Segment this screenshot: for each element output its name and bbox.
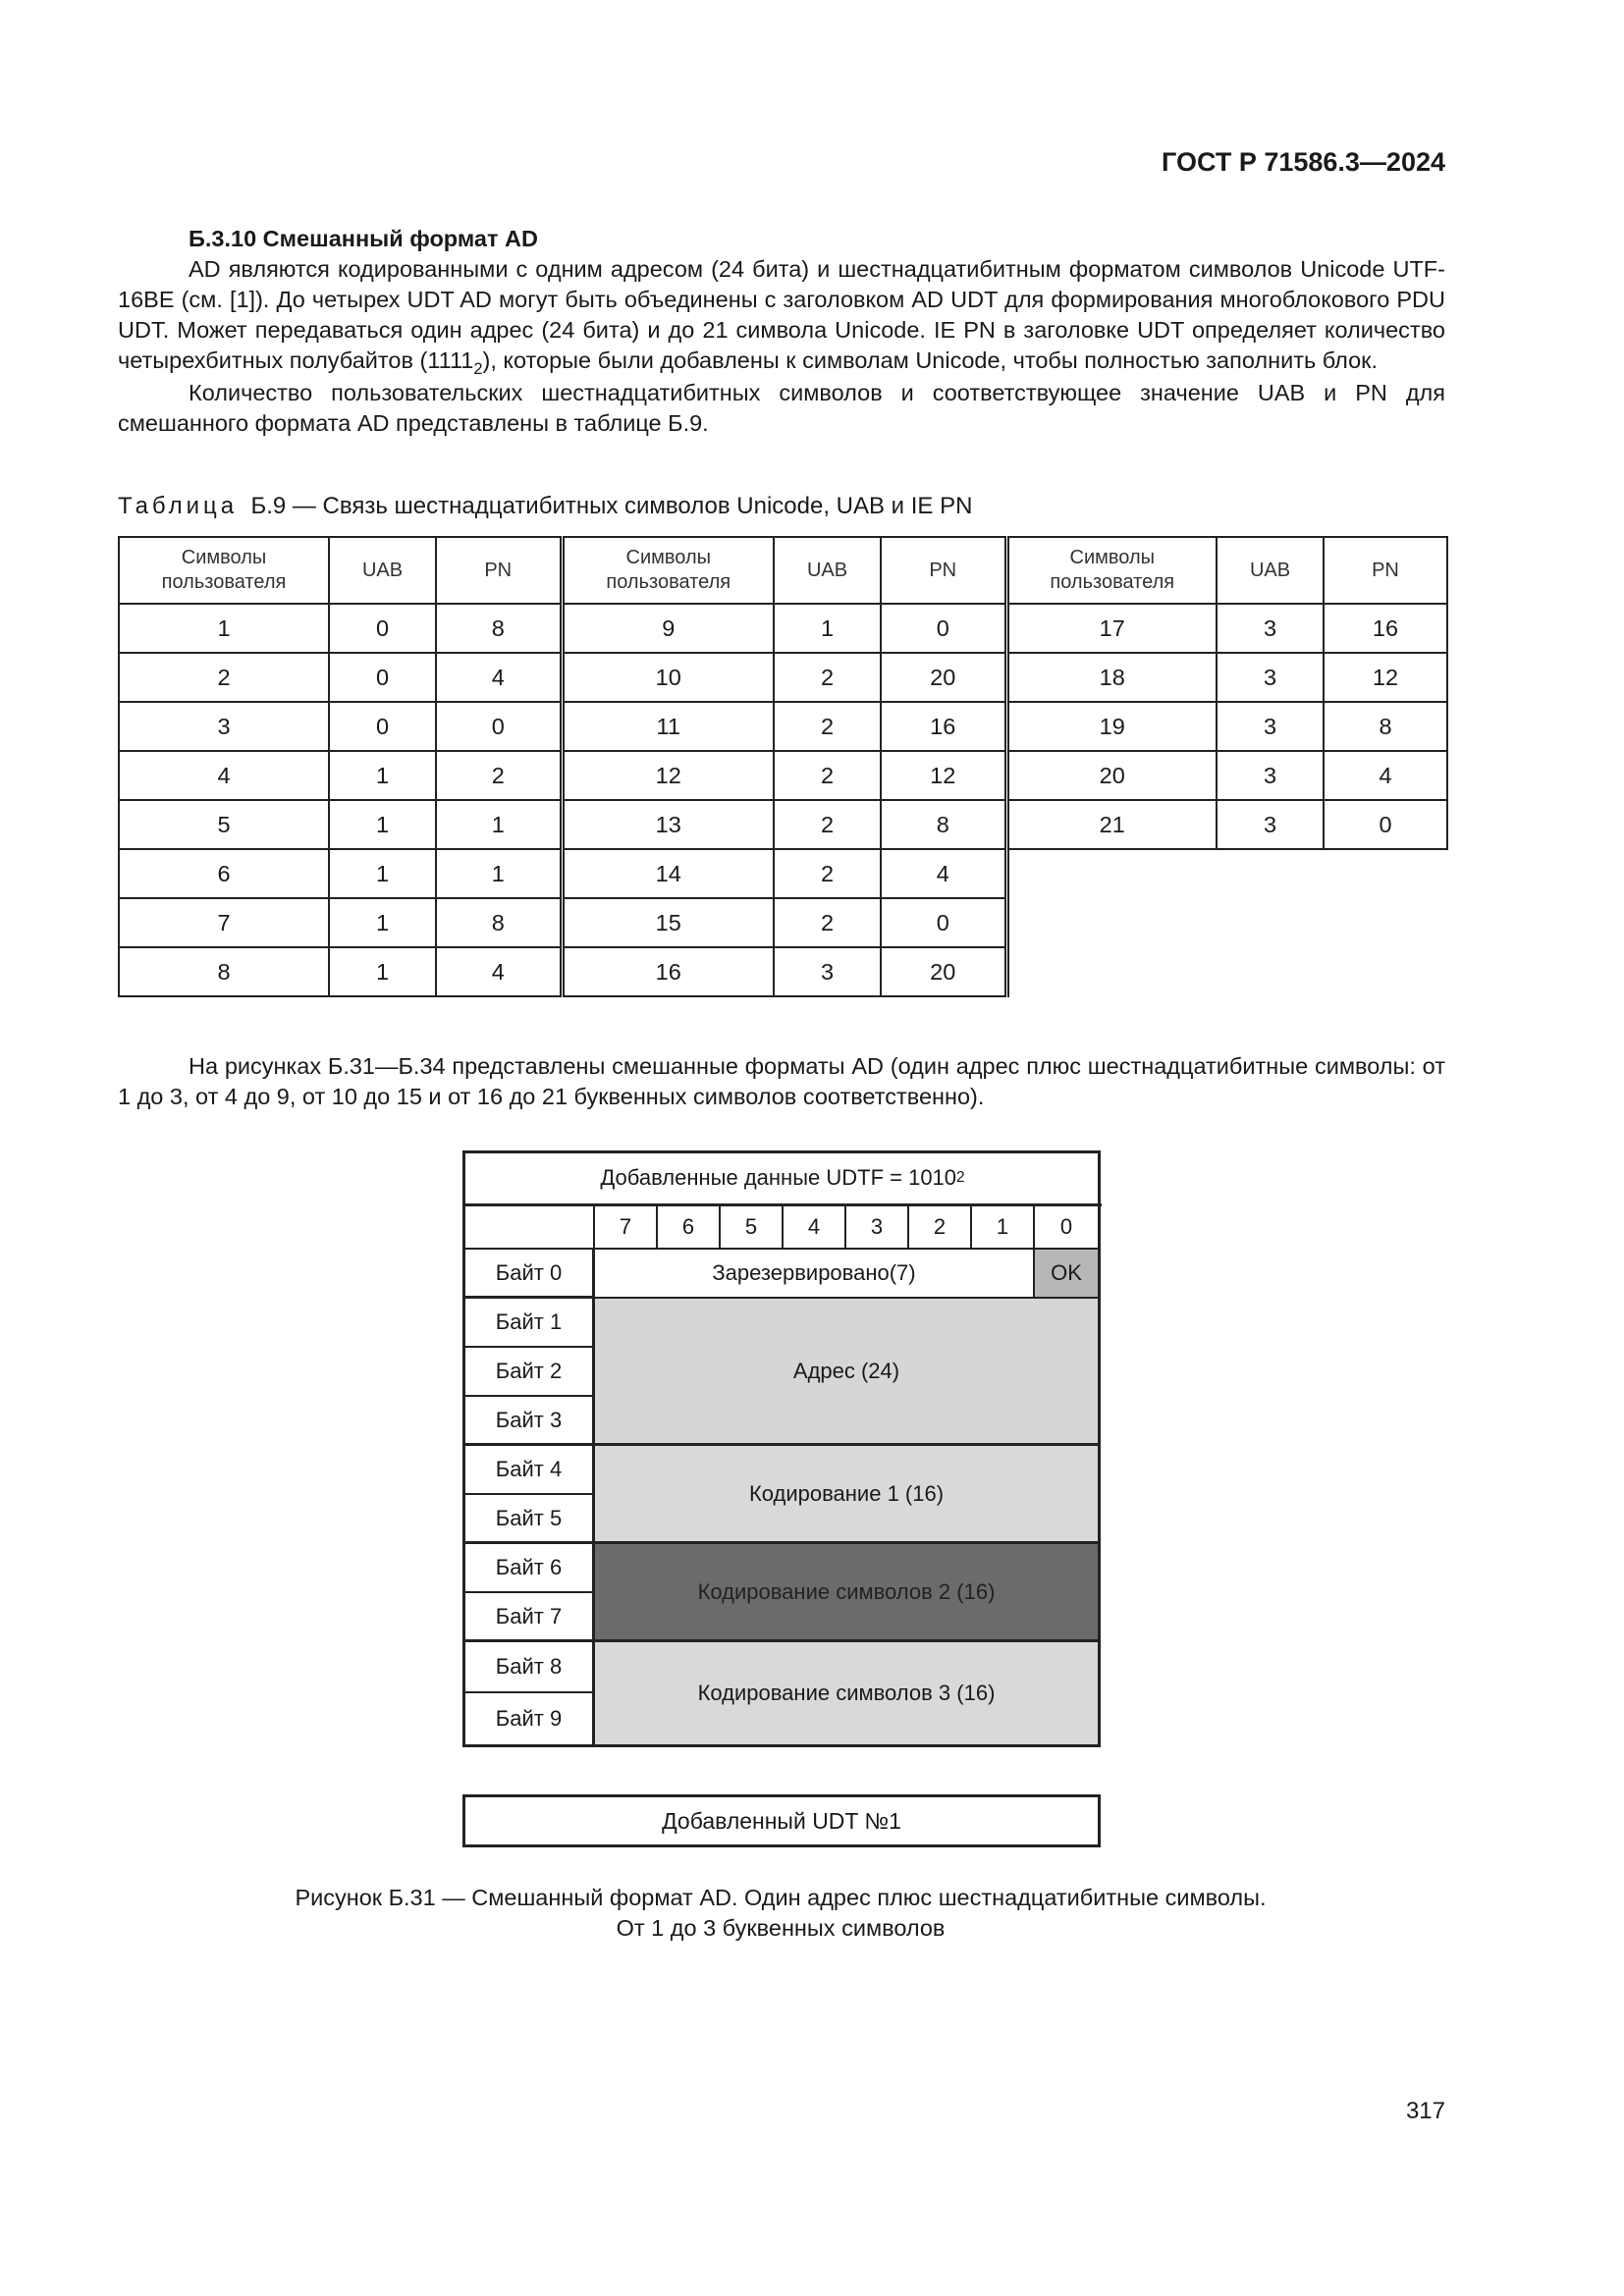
table-cell: 2	[774, 751, 881, 800]
bit-number-cell: 3	[846, 1205, 909, 1250]
table-caption-label: Таблица	[118, 493, 239, 519]
table-header-row	[119, 537, 1447, 604]
table-cell: 1	[329, 898, 436, 947]
table-cell: 14	[562, 849, 774, 898]
appended-udt-box: Добавленный UDT №1	[462, 1794, 1101, 1847]
table-cell: 1	[436, 849, 562, 898]
paragraph-2: Количество пользовательских шестнадцатибитных символов и соответствующее значение UAB и PN для смешанного формата AD представлены в таблице Б.9.	[118, 380, 1445, 436]
table-cell: 1	[436, 800, 562, 849]
table-cell: 0	[436, 702, 562, 751]
section-heading: Б.3.10 Смешанный формат AD	[189, 226, 538, 251]
table-cell: 18	[1006, 653, 1217, 702]
figure-title-text: Добавленные данные UDTF = 1010	[600, 1164, 957, 1190]
address-field: Адрес (24)	[595, 1299, 1098, 1446]
table-cell: 12	[562, 751, 774, 800]
byte-label: Байт 1	[465, 1299, 595, 1348]
table-cell: 8	[436, 604, 562, 653]
bit-number-cell: 5	[721, 1205, 784, 1250]
byte-label: Байт 2	[465, 1348, 595, 1397]
table-row	[119, 702, 1447, 751]
table-cell: 2	[774, 849, 881, 898]
table-empty-cell	[1006, 947, 1447, 996]
table-cell: 8	[881, 800, 1006, 849]
table-cell: 0	[329, 653, 436, 702]
table-cell: 20	[1006, 751, 1217, 800]
col-header-uab: UAB	[329, 537, 436, 604]
table-cell: 16	[881, 702, 1006, 751]
table-cell: 3	[119, 702, 329, 751]
table-cell: 0	[329, 604, 436, 653]
table-cell: 8	[1324, 702, 1447, 751]
table-cell: 3	[1217, 800, 1324, 849]
table-cell: 1	[329, 849, 436, 898]
table-cell: 1	[119, 604, 329, 653]
table-cell: 5	[119, 800, 329, 849]
table-cell: 2	[774, 653, 881, 702]
table-cell: 12	[1324, 653, 1447, 702]
table-caption	[118, 493, 972, 520]
table-cell: 13	[562, 800, 774, 849]
bit-number-cell: 7	[595, 1205, 658, 1250]
table-cell: 19	[1006, 702, 1217, 751]
table-cell: 17	[1006, 604, 1217, 653]
figures-intro-paragraph: На рисунках Б.31—Б.34 представлены смешанные форматы AD (один адрес плюс шестнадцатибитные символы: от 1 до 3, от 4 до 9, от 10 до 15 и от 16 до 21 буквенных символов соответственно).	[118, 1052, 1445, 1109]
page-number: 317	[1405, 2098, 1445, 2124]
bit-number-cell: 2	[909, 1205, 972, 1250]
p1-subscript: 2	[473, 359, 483, 378]
byte-label: Байт 4	[465, 1446, 595, 1495]
table-cell: 2	[774, 898, 881, 947]
bit-header-blank	[465, 1205, 595, 1250]
figure-caption-line-2: От 1 до 3 буквенных символов	[616, 1915, 946, 1941]
col-header-symbols: Символы пользователя	[562, 537, 774, 604]
encoding-3-field: Кодирование символов 3 (16)	[595, 1642, 1098, 1744]
figure-title: Добавленные данные UDTF = 1010 2	[463, 1151, 1102, 1206]
table-cell: 12	[881, 751, 1006, 800]
col-header-uab: UAB	[1217, 537, 1324, 604]
figure-caption	[196, 1883, 1365, 1944]
table-cell: 21	[1006, 800, 1217, 849]
table-cell: 0	[329, 702, 436, 751]
table-cell: 2	[119, 653, 329, 702]
ok-field: OK	[1035, 1250, 1098, 1299]
table-cell: 3	[1217, 751, 1324, 800]
figure-b31-diagram	[462, 1150, 1101, 1747]
table-cell: 8	[436, 898, 562, 947]
bit-number-cell: 6	[658, 1205, 721, 1250]
table-cell: 20	[881, 947, 1006, 996]
table-cell: 1	[774, 604, 881, 653]
table-caption-text: Б.9 — Связь шестнадцатибитных символов Unicode, UAB и IE PN	[250, 493, 973, 519]
table-cell: 4	[1324, 751, 1447, 800]
table-cell: 0	[1324, 800, 1447, 849]
bit-number-cell: 4	[784, 1205, 846, 1250]
table-cell: 4	[436, 947, 562, 996]
byte-label: Байт 8	[465, 1642, 595, 1693]
byte-label: Байт 3	[465, 1397, 595, 1446]
table-row	[119, 653, 1447, 702]
col-header-pn: PN	[881, 537, 1006, 604]
table-cell: 2	[436, 751, 562, 800]
col-header-pn: PN	[436, 537, 562, 604]
table-cell: 7	[119, 898, 329, 947]
byte-label: Байт 7	[465, 1593, 595, 1642]
document-header: ГОСТ Р 71586.3—2024	[1162, 147, 1445, 177]
table-cell: 8	[119, 947, 329, 996]
bit-number-cell: 0	[1035, 1205, 1098, 1250]
figure-caption-line-1: Рисунок Б.31 — Смешанный формат AD. Один адрес плюс шестнадцатибитные символы.	[295, 1885, 1267, 1910]
col-header-symbols: Символы пользователя	[1006, 537, 1217, 604]
table-cell: 15	[562, 898, 774, 947]
table-empty-cell	[1006, 849, 1447, 898]
table-empty-cell	[1006, 898, 1447, 947]
table-cell: 2	[774, 702, 881, 751]
table-cell: 1	[329, 800, 436, 849]
section-b-3-10	[118, 224, 1445, 439]
table-cell: 0	[881, 898, 1006, 947]
table-cell: 4	[436, 653, 562, 702]
byte-label: Байт 5	[465, 1495, 595, 1544]
byte-label: Байт 9	[465, 1693, 595, 1744]
table-cell: 3	[1217, 604, 1324, 653]
byte-label: Байт 0	[465, 1250, 595, 1299]
table-cell: 2	[774, 800, 881, 849]
table-b9	[118, 536, 1448, 997]
table-body	[119, 604, 1447, 996]
table-cell: 11	[562, 702, 774, 751]
table-cell: 6	[119, 849, 329, 898]
reserved-field: Зарезервировано(7)	[595, 1250, 1035, 1299]
byte-label: Байт 6	[465, 1544, 595, 1593]
table-cell: 0	[881, 604, 1006, 653]
col-header-symbols: Символы пользователя	[119, 537, 329, 604]
table-cell: 20	[881, 653, 1006, 702]
table-cell: 3	[1217, 702, 1324, 751]
paragraph-1	[118, 254, 1445, 376]
table-row	[119, 800, 1447, 849]
table-cell: 1	[329, 751, 436, 800]
encoding-1-field: Кодирование 1 (16)	[595, 1446, 1098, 1544]
table-cell: 4	[119, 751, 329, 800]
table-row	[119, 849, 1447, 898]
table-row	[119, 604, 1447, 653]
table-cell: 16	[1324, 604, 1447, 653]
table-cell: 3	[774, 947, 881, 996]
col-header-pn: PN	[1324, 537, 1447, 604]
p1-text-a: AD являются кодированными с одним адресом (24 бита) и шестнадцатибитным форматом символов Unicode UTF-16BE (см. [1]). До четырех UDT AD могут быть объединены с заголовком AD UDT для формирования многоблокового PDU UDT. Может передаваться один адрес (24 бита) и до 21 символа Unicode. IE PN в заголовке UDT определяет количество четырехбитных полубайтов (1111	[118, 256, 1445, 373]
bit-number-cell: 1	[972, 1205, 1035, 1250]
table-cell: 10	[562, 653, 774, 702]
table-cell: 9	[562, 604, 774, 653]
col-header-uab: UAB	[774, 537, 881, 604]
table-row	[119, 898, 1447, 947]
table-cell: 4	[881, 849, 1006, 898]
table-row	[119, 947, 1447, 996]
table-row	[119, 751, 1447, 800]
table-cell: 1	[329, 947, 436, 996]
table-cell: 3	[1217, 653, 1324, 702]
encoding-2-field: Кодирование символов 2 (16)	[595, 1544, 1098, 1642]
table-cell: 16	[562, 947, 774, 996]
p1-text-b: ), которые были добавлены к символам Unicode, чтобы полностью заполнить блок.	[482, 347, 1378, 373]
